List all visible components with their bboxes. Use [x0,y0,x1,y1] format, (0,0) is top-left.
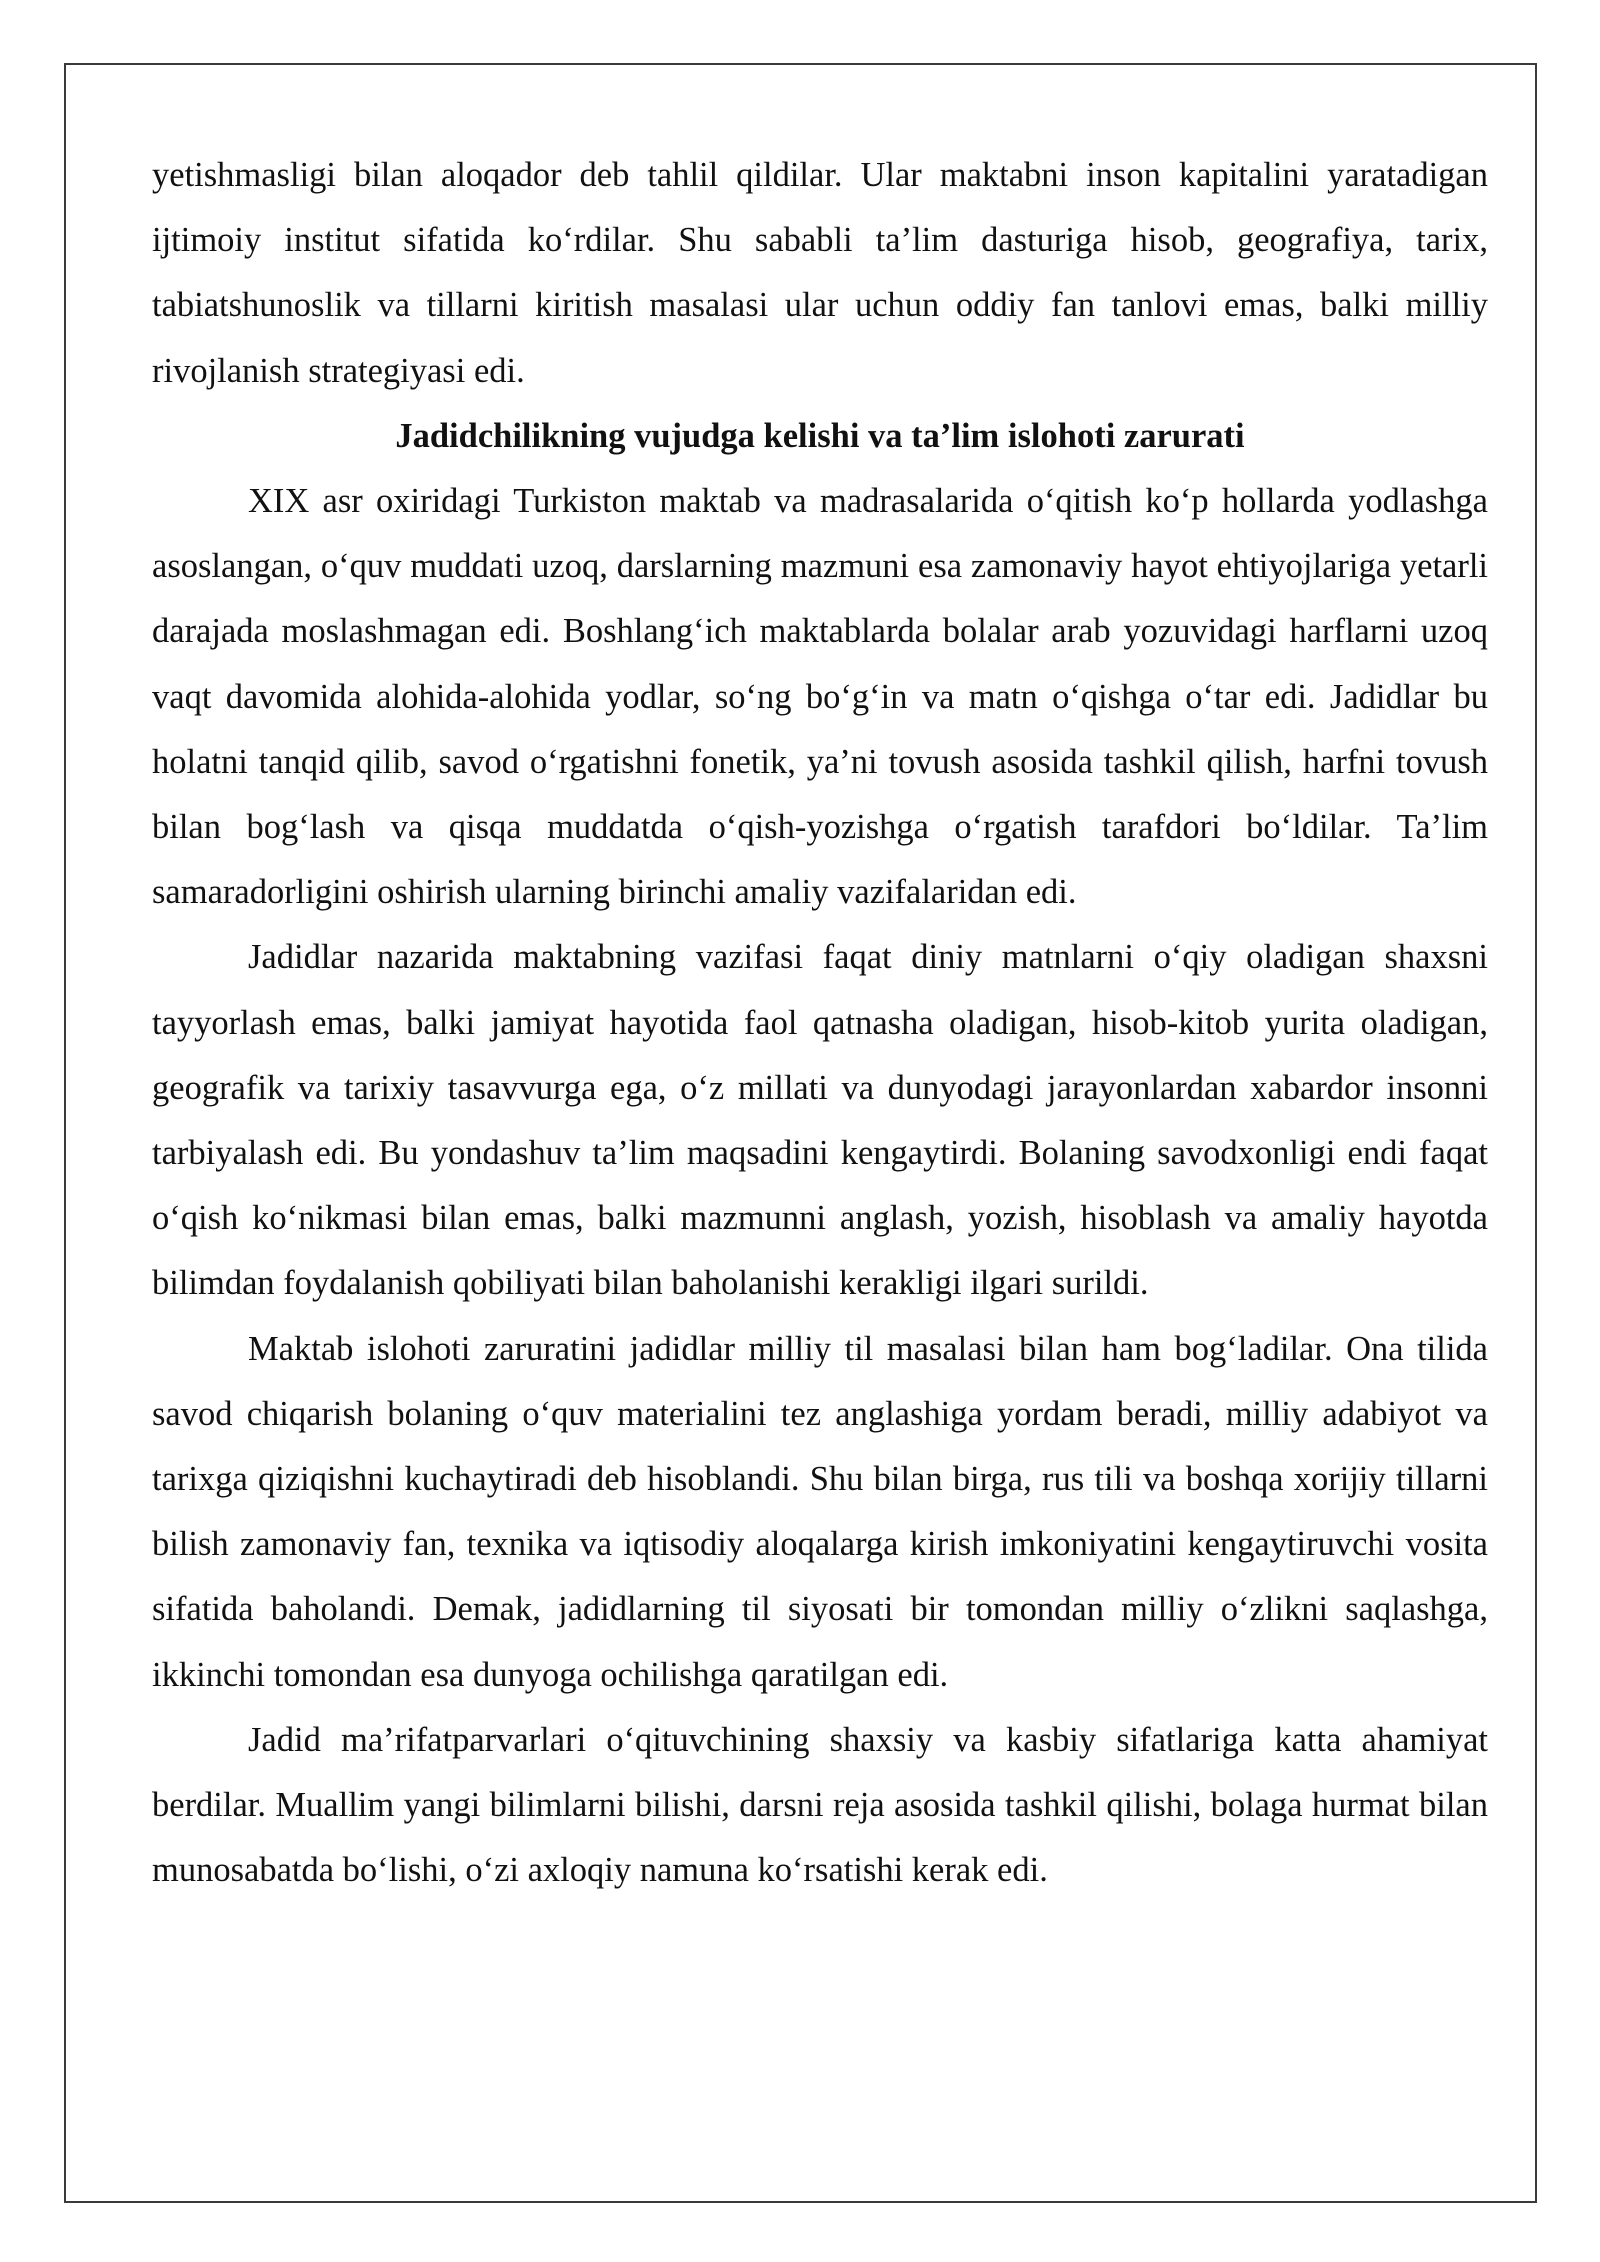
body-paragraph-3: Maktab islohoti zaruratini jadidlar milliy til masalasi bilan ham bog‘ladilar. Ona tilida savod chiqarish bolaning o‘quv materialini tez anglashiga yordam beradi, milliy adabiyot va tarixga qiziqishni kuchaytiradi deb hisoblandi. Shu bilan birga, rus tili va boshqa xorijiy tillarni bilish zamonaviy fan, texnika va iqtisodiy aloqalarga kirish imkoniyatini kengaytiruvchi vosita sifatida baholandi. Demak, jadidlarning til siyosati bir tomondan milliy o‘zlikni saqlashga, ikkinchi tomondan esa dunyoga ochilishga qaratilgan edi. [152,1329,1488,1694]
section-heading: Jadidchilikning vujudga kelishi va ta’lim islohoti zarurati [395,416,1245,455]
document-body [152,143,1488,1903]
body-paragraph-4: Jadid ma’rifatparvarlari o‘qituvchining shaxsiy va kasbiy sifatlariga katta ahamiyat berdilar. Muallim yangi bilimlarni bilishi, darsni reja asosida tashkil qilishi, bolaga hurmat bilan munosabatda bo‘lishi, o‘zi axloqiy namuna ko‘rsatishi kerak edi. [152,1720,1488,1890]
body-paragraph-1: XIX asr oxiridagi Turkiston maktab va madrasalarida o‘qitish ko‘p hollarda yodlashga asoslangan, o‘quv muddati uzoq, darslarning mazmuni esa zamonaviy hayot ehtiyojlariga yetarli darajada moslashmagan edi. Boshlang‘ich maktablarda bolalar arab yozuvidagi harflarni uzoq vaqt davomida alohida-alohida yodlar, so‘ng bo‘g‘in va matn o‘qishga o‘tar edi. Jadidlar bu holatni tanqid qilib, savod o‘rgatishni fonetik, ya’ni tovush asosida tashkil qilish, harfni tovush bilan bog‘lash va qisqa muddatda o‘qish-yozishga o‘rgatish tarafdori bo‘ldilar. Ta’lim samaradorligini oshirish ularning birinchi amaliy vazifalaridan edi. [152,482,1488,912]
body-paragraph-2: Jadidlar nazarida maktabning vazifasi faqat diniy matnlarni o‘qiy oladigan shaxsni tayyorlash emas, balki jamiyat hayotida faol qatnasha oladigan, hisob-kitob yurita oladigan, geografik va tarixiy tasavvurga ega, o‘z millati va dunyodagi jarayonlardan xabardor insonni tarbiyalash edi. Bu yondashuv ta’lim maqsadini kengaytirdi. Bolaning savodxonligi endi faqat o‘qish ko‘nikmasi bilan emas, balki mazmunni anglash, yozish, hisoblash va amaliy hayotda bilimdan foydalanish qobiliyati bilan baholanishi kerakligi ilgari surildi. [152,938,1488,1303]
continuation-paragraph: yetishmasligi bilan aloqador deb tahlil qildilar. Ular maktabni inson kapitalini yaratadigan ijtimoiy institut sifatida ko‘rdilar. Shu sababli ta’lim dasturiga hisob, geografiya, tarix, tabiatshunoslik va tillarni kiritish masalasi ular uchun oddiy fan tanlovi emas, balki milliy rivojlanish strategiyasi edi. [152,156,1488,390]
